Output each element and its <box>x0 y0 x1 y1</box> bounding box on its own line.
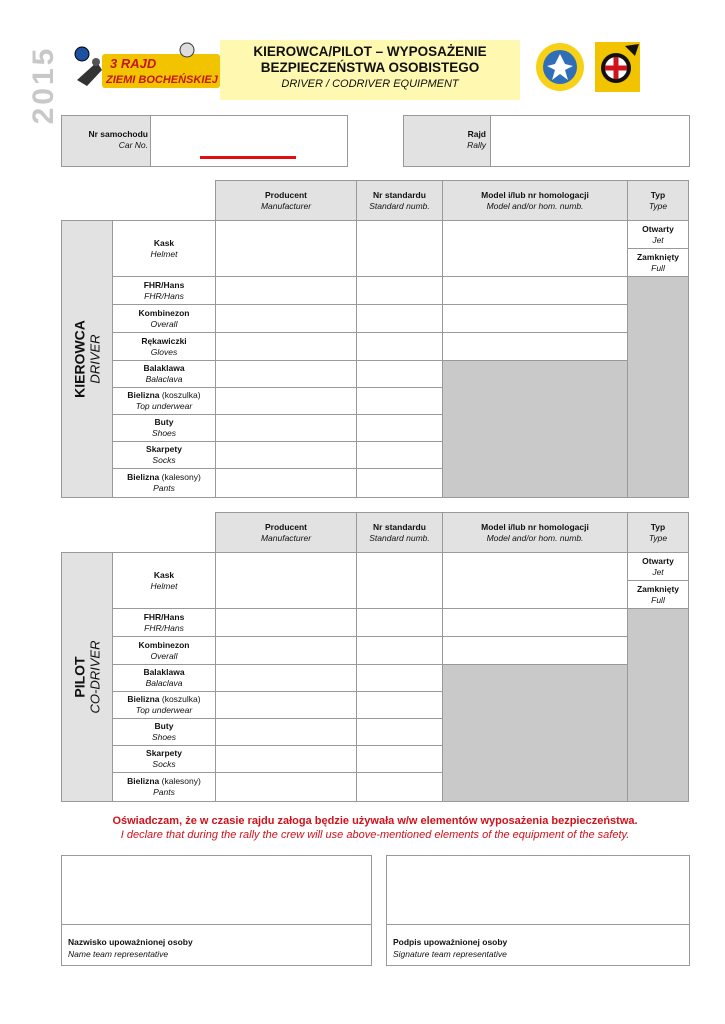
driver-model-gray-area <box>442 360 628 498</box>
name-representative-sublabel: Name team representative <box>68 949 169 959</box>
car-number-sublabel: Car No. <box>118 140 148 150</box>
rally-label: Rajd <box>467 129 486 139</box>
name-representative-label: Nazwisko upoważnionej osoby <box>68 937 193 947</box>
codriver-pants-standard-input[interactable] <box>356 772 443 802</box>
driver-top-standard-input[interactable] <box>356 387 443 415</box>
driver-shoes-producer-input[interactable] <box>215 414 357 442</box>
driver-item-overall: Kombinezon Overall <box>112 304 216 333</box>
driver-helmet-producer-input[interactable] <box>215 220 357 277</box>
codriver-overall-model-input[interactable] <box>442 636 628 665</box>
codriver-overall-producer-input[interactable] <box>215 636 357 665</box>
car-number-input[interactable] <box>150 115 348 167</box>
codriver-item-top-underwear: Bielizna (koszulka) Top underwear <box>112 691 216 719</box>
codriver-shoes-producer-input[interactable] <box>215 718 357 746</box>
codriver-helmet-producer-input[interactable] <box>215 552 357 609</box>
declaration-pl: Oświadczam, że w czasie rajdu załoga będzie używała w/w elementów wyposażenia bezpieczeństwa. <box>112 815 638 827</box>
driver-item-top-underwear: Bielizna (koszulka) Top underwear <box>112 387 216 415</box>
codriver-col-header-model: Model i/lub nr homologacji Model and/or hom. numb. <box>442 512 628 553</box>
signature-representative-label: Podpis upoważnionej osoby <box>393 937 508 947</box>
codriver-item-shoes: Buty Shoes <box>112 718 216 746</box>
driver-section-label: KIEROWCA DRIVER <box>61 220 113 498</box>
driver-item-helmet: Kask Helmet <box>112 220 216 277</box>
svg-text:3 RAJD: 3 RAJD <box>110 56 157 71</box>
col-header-model: Model i/lub nr homologacji Model and/or hom. numb. <box>442 180 628 221</box>
driver-helmet-model-input[interactable] <box>442 220 628 277</box>
codriver-item-socks: Skarpety Socks <box>112 745 216 773</box>
codriver-helmet-type-jet[interactable]: Otwarty Jet <box>627 552 689 581</box>
codriver-fhr-producer-input[interactable] <box>215 608 357 637</box>
year-label: 2015 <box>27 45 60 125</box>
driver-overall-producer-input[interactable] <box>215 304 357 333</box>
codriver-balaclava-producer-input[interactable] <box>215 664 357 692</box>
driver-overall-standard-input[interactable] <box>356 304 443 333</box>
codriver-col-header-type: Typ Type <box>627 512 689 553</box>
driver-item-gloves: Rękawiczki Gloves <box>112 332 216 361</box>
driver-type-gray-area <box>627 276 689 498</box>
codriver-shoes-standard-input[interactable] <box>356 718 443 746</box>
driver-overall-model-input[interactable] <box>442 304 628 333</box>
driver-balaclava-standard-input[interactable] <box>356 360 443 388</box>
codriver-item-balaclava: Balaklawa Balaclava <box>112 664 216 692</box>
codriver-item-overall: Kombinezon Overall <box>112 636 216 665</box>
name-representative-box[interactable] <box>61 855 372 966</box>
signature-representative-sublabel: Signature team representative <box>393 949 507 959</box>
driver-helmet-type-jet[interactable]: Otwarty Jet <box>627 220 689 249</box>
driver-fhr-producer-input[interactable] <box>215 276 357 305</box>
driver-gloves-model-input[interactable] <box>442 332 628 361</box>
driver-helmet-type-full[interactable]: Zamknięty Full <box>627 248 689 277</box>
codriver-helmet-standard-input[interactable] <box>356 552 443 609</box>
driver-item-fhr: FHR/Hans FHR/Hans <box>112 276 216 305</box>
codriver-fhr-model-input[interactable] <box>442 608 628 637</box>
rally-input[interactable] <box>490 115 690 167</box>
codriver-section-label: PILOT CO-DRIVER <box>61 552 113 802</box>
codriver-helmet-model-input[interactable] <box>442 552 628 609</box>
car-number-label-cell <box>61 115 151 167</box>
car-number-label: Nr samochodu <box>88 129 148 139</box>
driver-item-shoes: Buty Shoes <box>112 414 216 442</box>
driver-pants-producer-input[interactable] <box>215 468 357 498</box>
codriver-helmet-type-full[interactable]: Zamknięty Full <box>627 580 689 609</box>
rally-label-cell <box>403 115 491 167</box>
declaration-en: I declare that during the rally the crew will use above-mentioned elements of the equipment of the safety. <box>120 829 630 841</box>
codriver-col-header-standard: Nr standardu Standard numb. <box>356 512 443 553</box>
driver-item-balaclava: Balaklawa Balaclava <box>112 360 216 388</box>
codriver-top-producer-input[interactable] <box>215 691 357 719</box>
col-header-producer: Producent Manufacturer <box>215 180 357 221</box>
col-header-type: Typ Type <box>627 180 689 221</box>
rally-sublabel: Rally <box>467 140 486 150</box>
driver-top-producer-input[interactable] <box>215 387 357 415</box>
driver-socks-producer-input[interactable] <box>215 441 357 469</box>
codriver-balaclava-standard-input[interactable] <box>356 664 443 692</box>
codriver-col-header-producer: Producent Manufacturer <box>215 512 357 553</box>
codriver-pants-producer-input[interactable] <box>215 772 357 802</box>
svg-text:ZIEMI BOCHEŃSKIEJ: ZIEMI BOCHEŃSKIEJ <box>106 74 218 86</box>
codriver-item-pants: Bielizna (kalesony) Pants <box>112 772 216 802</box>
driver-fhr-standard-input[interactable] <box>356 276 443 305</box>
driver-item-socks: Skarpety Socks <box>112 441 216 469</box>
driver-balaclava-producer-input[interactable] <box>215 360 357 388</box>
codriver-socks-producer-input[interactable] <box>215 745 357 773</box>
driver-item-pants: Bielizna (kalesony) Pants <box>112 468 216 498</box>
codriver-model-gray-area <box>442 664 628 802</box>
page-title: KIEROWCA/PILOT – WYPOSAŻENIE BEZPIECZEŃSTWA OSOBISTEGO DRIVER / CODRIVER EQUIPMENT <box>253 44 487 90</box>
pzm-logo <box>595 42 640 92</box>
codriver-top-standard-input[interactable] <box>356 691 443 719</box>
automobilklub-logo <box>535 42 585 92</box>
rally-logo <box>72 40 222 98</box>
driver-pants-standard-input[interactable] <box>356 468 443 498</box>
driver-socks-standard-input[interactable] <box>356 441 443 469</box>
driver-gloves-producer-input[interactable] <box>215 332 357 361</box>
codriver-fhr-standard-input[interactable] <box>356 608 443 637</box>
codriver-socks-standard-input[interactable] <box>356 745 443 773</box>
codriver-type-gray-area <box>627 608 689 802</box>
signature-representative-box[interactable] <box>386 855 690 966</box>
codriver-item-fhr: FHR/Hans FHR/Hans <box>112 608 216 637</box>
driver-gloves-standard-input[interactable] <box>356 332 443 361</box>
driver-helmet-standard-input[interactable] <box>356 220 443 277</box>
driver-shoes-standard-input[interactable] <box>356 414 443 442</box>
codriver-item-helmet: Kask Helmet <box>112 552 216 609</box>
car-number-red-underline <box>200 156 296 159</box>
driver-fhr-model-input[interactable] <box>442 276 628 305</box>
col-header-standard: Nr standardu Standard numb. <box>356 180 443 221</box>
codriver-overall-standard-input[interactable] <box>356 636 443 665</box>
